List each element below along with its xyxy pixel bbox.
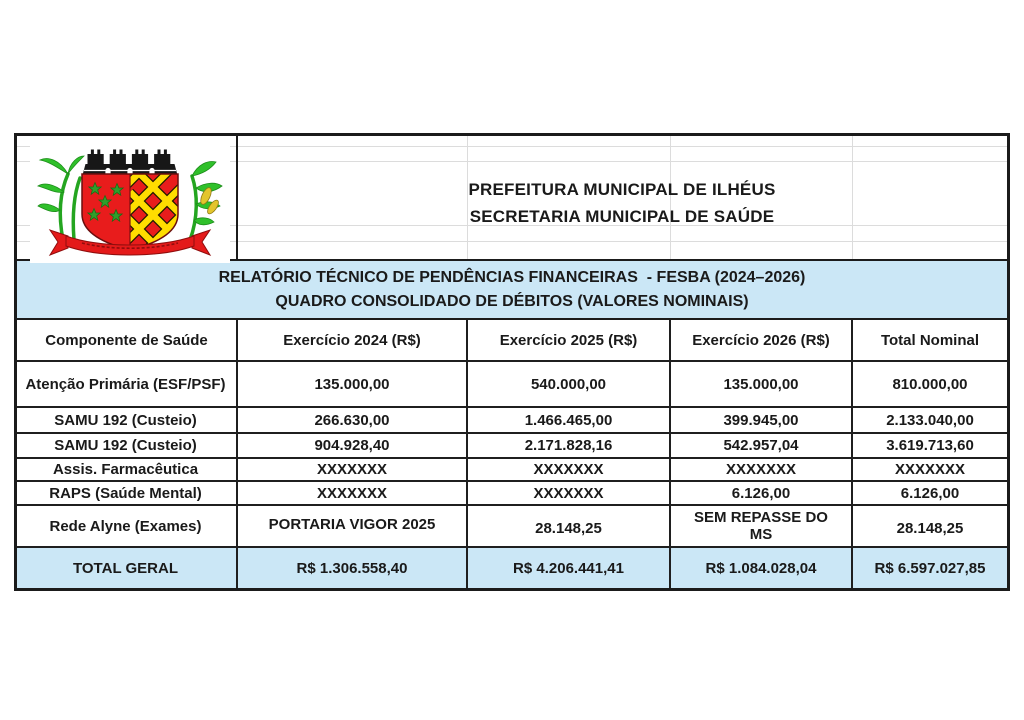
column-header-2025: Exercício 2025 (R$) bbox=[467, 320, 670, 361]
cell-2026: 399.945,00 bbox=[670, 407, 852, 433]
cell-total: 2.133.040,00 bbox=[852, 407, 1007, 433]
cell-2025: XXXXXXX bbox=[467, 458, 670, 481]
table-row-rede-alyne bbox=[17, 505, 1007, 547]
column-header-2024: Exercício 2024 (R$) bbox=[237, 320, 467, 361]
cell-2026: 135.000,00 bbox=[670, 361, 852, 407]
total-nominal: R$ 6.597.027,85 bbox=[852, 547, 1007, 588]
cell-2024: 266.630,00 bbox=[237, 407, 467, 433]
org-name-block bbox=[237, 176, 1007, 230]
total-2026: R$ 1.084.028,04 bbox=[670, 547, 852, 588]
column-header-componente: Componente de Saúde bbox=[17, 320, 237, 361]
table-row-samu-2 bbox=[17, 433, 1007, 458]
cell-2025: 2.171.828,16 bbox=[467, 433, 670, 458]
table-row-raps bbox=[17, 481, 1007, 505]
cell-total: XXXXXXX bbox=[852, 458, 1007, 481]
letterhead bbox=[17, 136, 1007, 261]
row-label: SAMU 192 (Custeio) bbox=[17, 433, 237, 458]
total-2024: R$ 1.306.558,40 bbox=[237, 547, 467, 588]
org-name-line1: PREFEITURA MUNICIPAL DE ILHÉUS bbox=[468, 180, 776, 199]
org-name-line2: SECRETARIA MUNICIPAL DE SAÚDE bbox=[469, 207, 775, 226]
cell-2026: XXXXXXX bbox=[670, 458, 852, 481]
cell-total: 3.619.713,60 bbox=[852, 433, 1007, 458]
cell-2026: 6.126,00 bbox=[670, 481, 852, 505]
total-2025: R$ 4.206.441,41 bbox=[467, 547, 670, 588]
row-label: Atenção Primária (ESF/PSF) bbox=[17, 361, 237, 407]
debt-table bbox=[17, 320, 1007, 588]
cell-2024: 904.928,40 bbox=[237, 433, 467, 458]
report-title-line1: RELATÓRIO TÉCNICO DE PENDÊNCIAS FINANCEIRAS - FESBA (2024–2026) bbox=[218, 268, 806, 286]
column-header-row bbox=[17, 320, 1007, 361]
cell-total: 28.148,25 bbox=[852, 505, 1007, 547]
row-label: RAPS (Saúde Mental) bbox=[17, 481, 237, 505]
cell-2025: 28.148,25 bbox=[467, 505, 670, 547]
report-title-banner bbox=[17, 261, 1007, 320]
cell-2025: 540.000,00 bbox=[467, 361, 670, 407]
coat-of-arms-icon bbox=[30, 144, 230, 263]
cell-2026: 542.957,04 bbox=[670, 433, 852, 458]
total-label: TOTAL GERAL bbox=[17, 547, 237, 588]
cell-2025: 1.466.465,00 bbox=[467, 407, 670, 433]
column-header-2026: Exercício 2026 (R$) bbox=[670, 320, 852, 361]
table-row-samu-1 bbox=[17, 407, 1007, 433]
table-row-assistencia-farmaceutica bbox=[17, 458, 1007, 481]
cell-2025: XXXXXXX bbox=[467, 481, 670, 505]
total-row bbox=[17, 547, 1007, 588]
cell-2026: SEM REPASSE DO MS bbox=[670, 505, 852, 547]
row-label: Assis. Farmacêutica bbox=[17, 458, 237, 481]
row-label: SAMU 192 (Custeio) bbox=[17, 407, 237, 433]
financial-report-table bbox=[14, 133, 1010, 591]
cell-total: 810.000,00 bbox=[852, 361, 1007, 407]
cell-2024: PORTARIA VIGOR 2025 bbox=[237, 505, 467, 547]
table-row-atencao-primaria bbox=[17, 361, 1007, 407]
column-header-total: Total Nominal bbox=[852, 320, 1007, 361]
cell-total: 6.126,00 bbox=[852, 481, 1007, 505]
cell-2024: 135.000,00 bbox=[237, 361, 467, 407]
cell-2024: XXXXXXX bbox=[237, 458, 467, 481]
municipal-coat-of-arms bbox=[30, 144, 230, 263]
cell-2024: XXXXXXX bbox=[237, 481, 467, 505]
row-label: Rede Alyne (Exames) bbox=[17, 505, 237, 547]
report-title-line2: QUADRO CONSOLIDADO DE DÉBITOS (VALORES NOMINAIS) bbox=[275, 292, 749, 310]
